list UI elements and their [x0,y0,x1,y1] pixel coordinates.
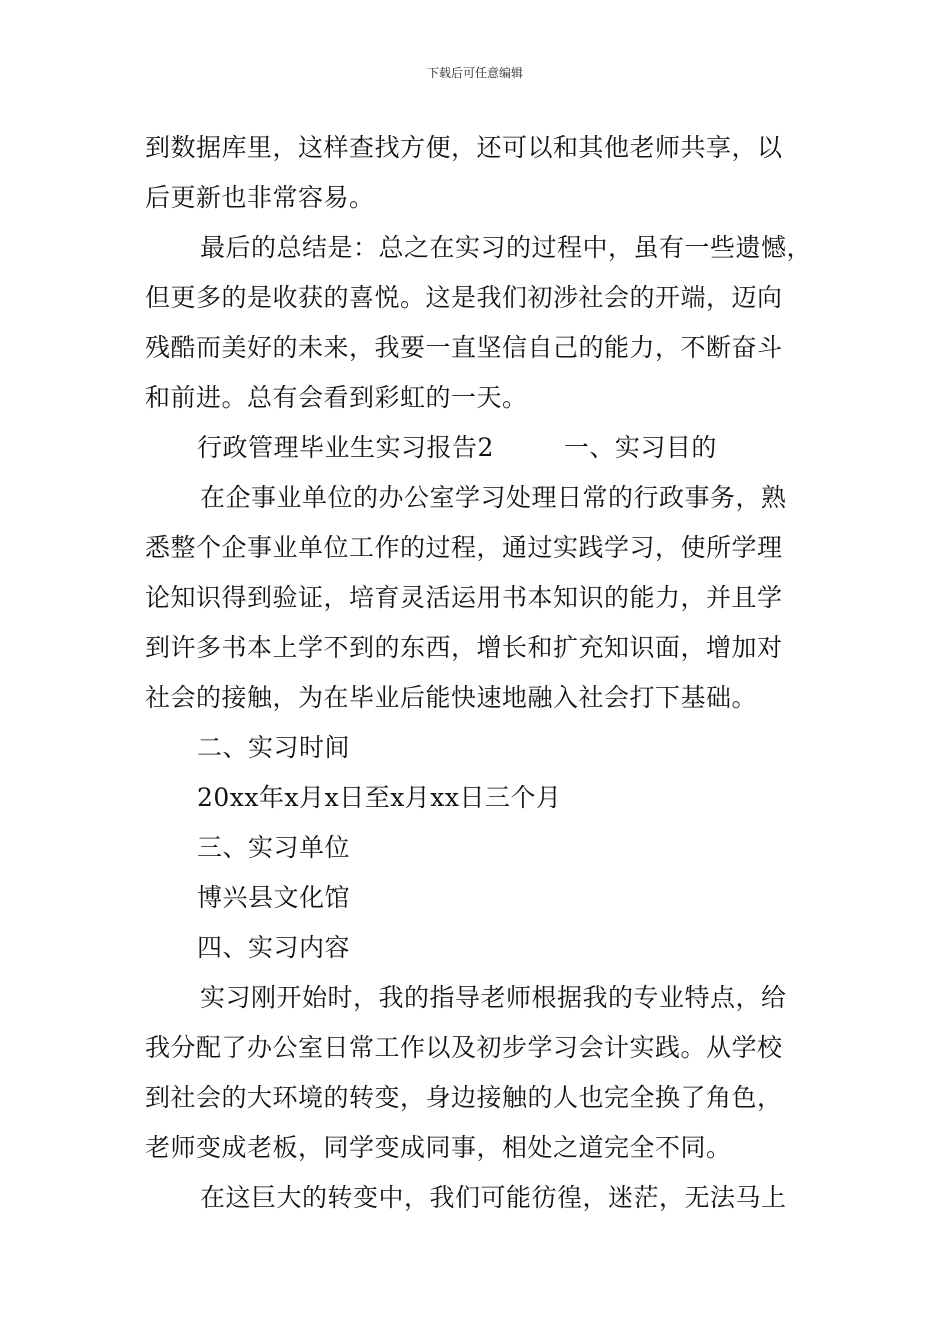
paragraph-line: 20xx年x月x日至x月xx日三个月 [197,783,562,812]
paragraph-line: 在企事业单位的办公室学习处理日常的行政事务，熟 [200,483,787,512]
paragraph-line: 到数据库里，这样查找方便，还可以和其他老师共享，以 [145,133,783,162]
paragraph-line: 到社会的大环境的转变，身边接触的人也完全换了角色， [145,1083,783,1112]
paragraph-line: 后更新也非常容易。 [145,183,375,212]
paragraph-line: 我分配了办公室日常工作以及初步学习会计实践。从学校 [145,1033,783,1062]
paragraph-line: 残酷而美好的未来，我要一直坚信自己的能力，不断奋斗 [145,333,783,362]
paragraph-line: 和前进。总有会看到彩虹的一天。 [145,383,528,412]
paragraph-line: 实习刚开始时，我的指导老师根据我的专业特点，给 [200,983,787,1012]
paragraph-line: 老师变成老板，同学变成同事，相处之道完全不同。 [145,1133,732,1162]
page-header: 下载后可任意编辑 [426,66,523,80]
section-heading: 三、实习单位 [197,833,351,862]
paragraph-line: 社会的接触，为在毕业后能快速地融入社会打下基础。 [145,683,758,712]
report-title-line [145,423,825,473]
paragraph-line: 但更多的是收获的喜悦。这是我们初涉社会的开端，迈向 [145,283,783,312]
paragraph-line: 最后的总结是：总之在实习的过程中，虽有一些遗憾， [200,233,813,262]
paragraph-line: 到许多书本上学不到的东西，增长和扩充知识面，增加对 [145,633,783,662]
paragraph-line: 论知识得到验证，培育灵活运用书本知识的能力，并且学 [145,583,783,612]
section-heading: 一、实习目的 [563,433,717,462]
paragraph-line: 在这巨大的转变中，我们可能彷徨，迷茫，无法马上 [200,1183,787,1212]
paragraph-line: 博兴县文化馆 [197,883,351,912]
paragraph-line: 悉整个企事业单位工作的过程，通过实践学习，使所学理 [145,533,783,562]
section-heading: 二、实习时间 [197,733,351,762]
document-body [145,123,825,1223]
report-title: 行政管理毕业生实习报告2 [197,433,494,462]
section-heading: 四、实习内容 [197,933,351,962]
